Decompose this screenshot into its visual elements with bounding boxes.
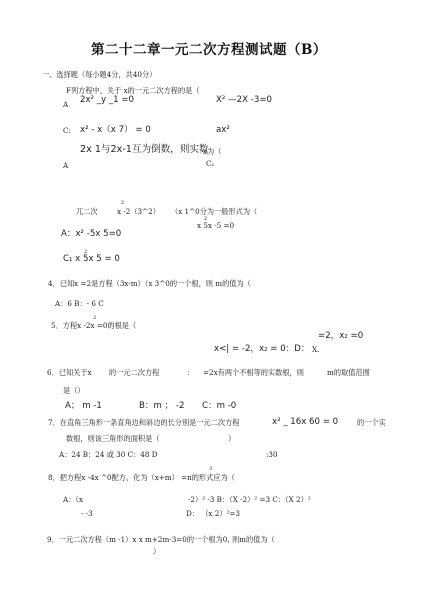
q6-text: 6．已知关于x [47, 368, 92, 377]
section-heading: 一、选择题（每小题4分，共40分） [42, 70, 157, 79]
q5-answer-1: =2，x₂ =0 [318, 331, 364, 341]
q5-answer-3: X. [312, 345, 320, 354]
q8-text: 8．把方程x -4x ^0配方，化为（x+m） =n的形式应为（ [48, 473, 235, 482]
q6-option-c: C：m -0 [202, 401, 237, 411]
q3-superscript-2: 2 [204, 216, 208, 222]
q1-stem: F列方程中，关于 x的一元二次方程的是（ [66, 86, 200, 95]
q6-option-b: B：m ； -2 [139, 401, 185, 411]
q3-option-a: A：x² -5x 5=0 [61, 229, 122, 239]
q4-text: 4．已知x =2是方程（3x-m）（x 3^0的一个根，则 m的值为（ [48, 279, 251, 288]
q5-text: 5．方程x -2x =0的根是（ [51, 321, 137, 330]
q3-sub-equation: x 5x -5 =0 [197, 221, 235, 230]
q2-option-c-mark: C₁ [206, 159, 215, 168]
q7-options: A：24 B：24 或 30 C：48 D [59, 450, 158, 459]
q8-options-line-2b: D： （x 2）²=3 [186, 509, 240, 518]
q7-tail: 的一个实 [357, 418, 386, 427]
q5-answer-2: x<| = -2，x₂ = 0：D： [214, 344, 310, 354]
q3-tail: （x 1^0分为一般形式为（ [171, 207, 258, 216]
q2-stem: 2x 1与2x-1互为倒数，则实数 [80, 144, 209, 155]
q1-option-a-mark: A [63, 100, 69, 109]
q6-condition: =2x有两个不相等的实数根，则 [203, 368, 304, 377]
q7-option-d-value: :30 [266, 450, 278, 459]
q8-options-line-1b: -2）² -3 B：（X -2）² =3 C：（X 2）² [188, 495, 311, 504]
q9-text: 9．一元二次方程（m -1）x x m+2m-3=0的一个根为0, 则m的值为（ [47, 535, 275, 544]
q8-options-line-1a: A：（x [63, 495, 84, 504]
q6-option-a: A； m -1 [65, 401, 102, 411]
q4-options: A：6 B：- 6 C [55, 299, 104, 308]
q1-equation-2: X² —2X -3=0 [216, 95, 272, 105]
q6-mid: 的一元二次方程 [109, 368, 160, 377]
q7-equation: x² _ 16x 60 = 0 [272, 417, 339, 427]
q5-superscript: 2 [93, 315, 97, 321]
q3-lead: 兀二次 [76, 207, 98, 216]
q3-superscript-3: 2 [84, 249, 88, 255]
q6-bracket: ： [187, 368, 195, 377]
q3-equation: x -2（3^2） [117, 207, 160, 216]
q7-text: 7．在直角三角形一条直角边和斜边的长分别是一元二次方程 [48, 418, 240, 427]
q8-options-line-2a: - -3 [81, 509, 93, 518]
q2-option-a-mark: A [63, 161, 69, 170]
q3-superscript: 2 [121, 200, 125, 206]
q6-range: m的取值范围 [327, 368, 370, 377]
q6-line-2: 是（） [63, 386, 85, 395]
q7-line-2: 数根，则该三角形的面积是（ [66, 434, 160, 443]
q1-equation-4: ax² [216, 125, 230, 135]
q3-option-c: C₁ x 5x 5 = 0 [63, 254, 120, 264]
q1-option-c-mark: C: [63, 126, 71, 135]
q7-line-2-close: ） [228, 434, 236, 443]
q1-equation-1: 2x² _y _1 =0 [80, 95, 135, 105]
q9-close: ） [153, 547, 161, 556]
q2-x-is: x为（ [203, 147, 222, 156]
page-title: 第二十二章一元二次方程测试题（B） [91, 42, 327, 58]
q8-superscript: 3 [209, 466, 213, 472]
q1-equation-3: x² - x（x 7） = 0 [80, 125, 151, 135]
